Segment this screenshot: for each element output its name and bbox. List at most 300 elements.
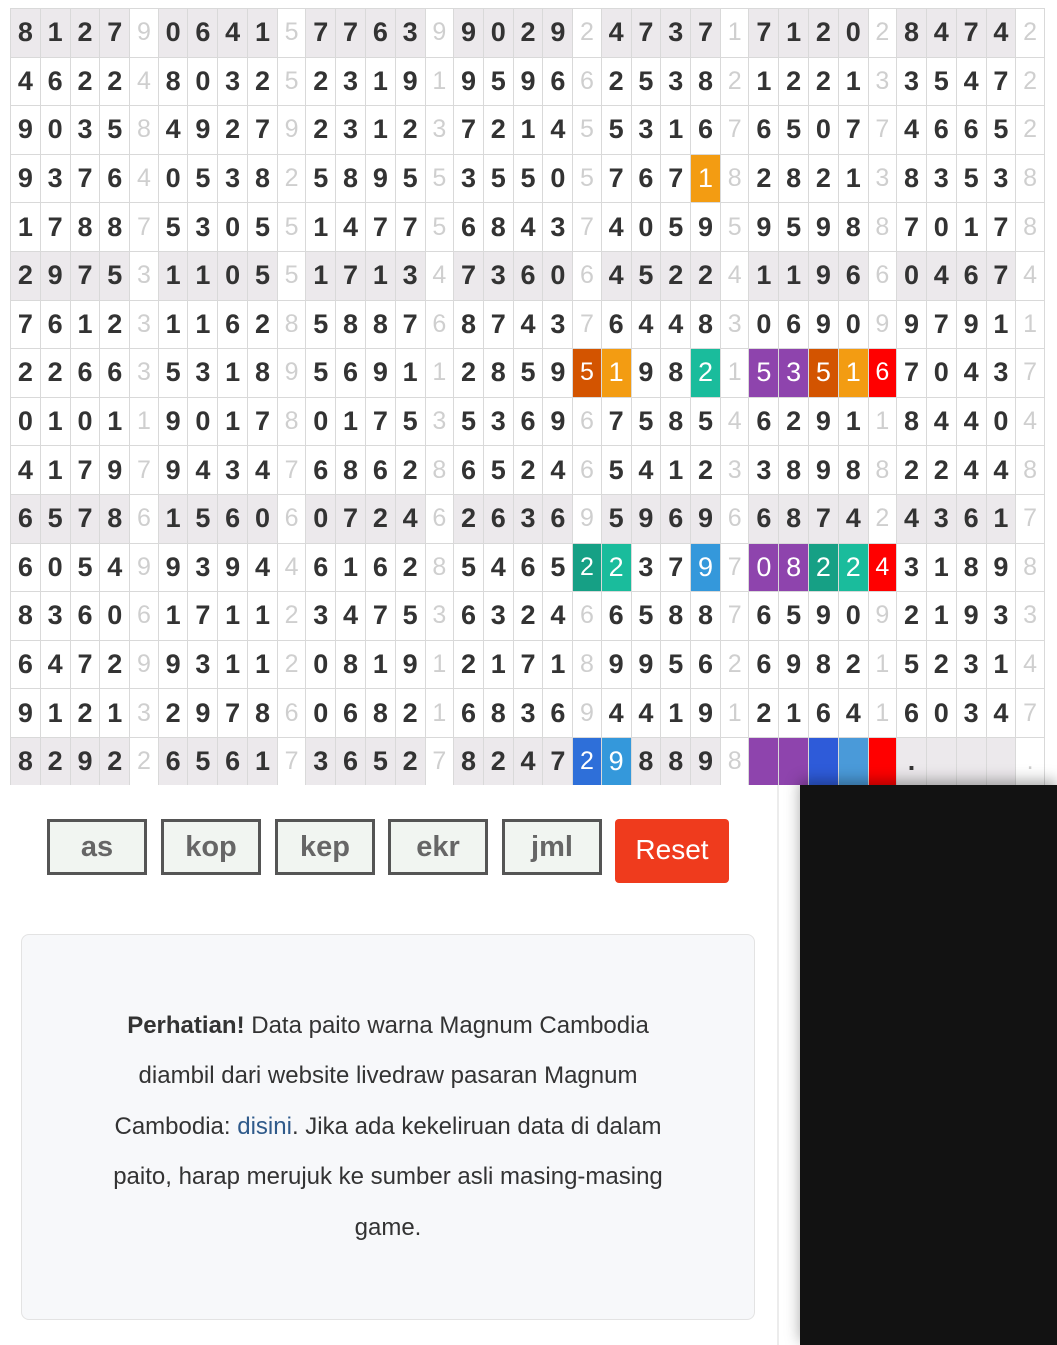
digit-cell[interactable]: 4: [513, 300, 543, 349]
digit-cell[interactable]: 8: [483, 203, 513, 252]
digit-cell[interactable]: .: [897, 737, 927, 785]
digit-cell[interactable]: 5: [483, 154, 513, 203]
digit-cell[interactable]: 8: [100, 203, 130, 252]
digit-cell[interactable]: 3: [483, 592, 513, 641]
digit-cell[interactable]: 8: [248, 689, 278, 738]
digit-cell[interactable]: 0: [188, 397, 218, 446]
digit-cell[interactable]: 5: [100, 106, 130, 155]
digit-cell[interactable]: 1: [986, 640, 1016, 689]
digit-cell[interactable]: 9: [897, 300, 927, 349]
digit-cell[interactable]: 6: [158, 737, 188, 785]
digit-cell[interactable]: 8: [779, 446, 809, 495]
digit-cell[interactable]: 7: [70, 494, 100, 543]
digit-cell[interactable]: 1: [365, 57, 395, 106]
digit-cell[interactable]: 5: [248, 203, 278, 252]
digit-cell[interactable]: 2: [661, 251, 691, 300]
digit-cell[interactable]: 7: [454, 106, 484, 155]
highlighted-digit-cell[interactable]: 5: [809, 349, 839, 398]
digit-cell[interactable]: 4: [188, 446, 218, 495]
digit-cell[interactable]: 3: [749, 446, 779, 495]
digit-cell[interactable]: 8: [483, 349, 513, 398]
digit-cell[interactable]: 8: [11, 9, 41, 58]
digit-cell[interactable]: 6: [749, 640, 779, 689]
digit-cell[interactable]: 6: [631, 154, 661, 203]
digit-cell[interactable]: 6: [11, 494, 41, 543]
digit-cell[interactable]: 6: [513, 397, 543, 446]
digit-cell[interactable]: 6: [809, 689, 839, 738]
digit-cell[interactable]: 9: [691, 689, 721, 738]
digit-cell[interactable]: 5: [631, 592, 661, 641]
digit-cell[interactable]: 6: [336, 349, 366, 398]
digit-cell[interactable]: 6: [543, 57, 573, 106]
digit-cell[interactable]: 8: [11, 737, 41, 785]
digit-cell[interactable]: 6: [70, 592, 100, 641]
digit-cell[interactable]: 0: [11, 397, 41, 446]
digit-cell[interactable]: 2: [158, 689, 188, 738]
digit-cell[interactable]: 2: [70, 57, 100, 106]
digit-cell[interactable]: 3: [543, 203, 573, 252]
digit-cell[interactable]: 8: [897, 9, 927, 58]
digit-cell[interactable]: 7: [336, 251, 366, 300]
digit-cell[interactable]: 7: [365, 592, 395, 641]
digit-cell[interactable]: 9: [809, 300, 839, 349]
digit-cell[interactable]: 2: [306, 106, 336, 155]
digit-cell[interactable]: 4: [926, 9, 956, 58]
digit-cell[interactable]: 6: [218, 300, 248, 349]
digit-cell[interactable]: 8: [365, 300, 395, 349]
digit-cell[interactable]: 6: [100, 154, 130, 203]
digit-cell[interactable]: 5: [601, 446, 631, 495]
digit-cell[interactable]: 3: [218, 154, 248, 203]
highlighted-digit-cell[interactable]: 8: [779, 543, 809, 592]
digit-cell[interactable]: 7: [100, 9, 130, 58]
digit-cell[interactable]: 2: [100, 300, 130, 349]
digit-cell[interactable]: 1: [513, 106, 543, 155]
digit-cell[interactable]: 2: [483, 106, 513, 155]
digit-cell[interactable]: 6: [838, 251, 868, 300]
digit-cell[interactable]: 1: [749, 251, 779, 300]
digit-cell[interactable]: 2: [395, 689, 425, 738]
digit-cell[interactable]: 2: [838, 640, 868, 689]
digit-cell[interactable]: 1: [40, 689, 70, 738]
digit-cell[interactable]: 6: [218, 494, 248, 543]
digit-cell[interactable]: 6: [926, 106, 956, 155]
digit-cell[interactable]: 1: [306, 251, 336, 300]
digit-cell[interactable]: 2: [11, 349, 41, 398]
digit-cell[interactable]: 2: [365, 494, 395, 543]
digit-cell[interactable]: 3: [543, 300, 573, 349]
digit-cell[interactable]: 7: [661, 154, 691, 203]
digit-cell[interactable]: 6: [336, 737, 366, 785]
digit-cell[interactable]: 9: [158, 543, 188, 592]
digit-cell[interactable]: 2: [40, 737, 70, 785]
digit-cell[interactable]: 0: [631, 203, 661, 252]
digit-cell[interactable]: 9: [543, 9, 573, 58]
digit-cell[interactable]: 3: [218, 446, 248, 495]
digit-cell[interactable]: 2: [809, 57, 839, 106]
highlighted-digit-cell[interactable]: [749, 737, 779, 785]
digit-cell[interactable]: 8: [661, 592, 691, 641]
digit-cell[interactable]: 3: [986, 592, 1016, 641]
digit-cell[interactable]: 1: [158, 300, 188, 349]
digit-cell[interactable]: 0: [809, 106, 839, 155]
digit-cell[interactable]: 6: [956, 106, 986, 155]
digit-cell[interactable]: 6: [336, 689, 366, 738]
digit-cell[interactable]: 6: [40, 300, 70, 349]
digit-cell[interactable]: 3: [956, 689, 986, 738]
digit-cell[interactable]: 2: [395, 543, 425, 592]
digit-cell[interactable]: 7: [248, 397, 278, 446]
digit-cell[interactable]: 4: [40, 640, 70, 689]
digit-cell[interactable]: 5: [158, 349, 188, 398]
digit-cell[interactable]: 7: [926, 300, 956, 349]
digit-cell[interactable]: 5: [306, 349, 336, 398]
digit-cell[interactable]: 4: [248, 446, 278, 495]
digit-cell[interactable]: 7: [336, 9, 366, 58]
digit-cell[interactable]: 3: [897, 57, 927, 106]
digit-cell[interactable]: 9: [631, 494, 661, 543]
digit-cell[interactable]: 0: [248, 494, 278, 543]
digit-cell[interactable]: 7: [897, 349, 927, 398]
digit-cell[interactable]: 4: [158, 106, 188, 155]
digit-cell[interactable]: 6: [956, 494, 986, 543]
digit-cell[interactable]: 6: [11, 640, 41, 689]
digit-cell[interactable]: 0: [40, 543, 70, 592]
digit-cell[interactable]: 8: [779, 154, 809, 203]
digit-cell[interactable]: 1: [365, 640, 395, 689]
digit-cell[interactable]: 4: [336, 592, 366, 641]
digit-cell[interactable]: 9: [218, 543, 248, 592]
digit-cell[interactable]: 0: [838, 9, 868, 58]
digit-cell[interactable]: 5: [956, 154, 986, 203]
digit-cell[interactable]: 1: [11, 203, 41, 252]
digit-cell[interactable]: 2: [691, 446, 721, 495]
digit-cell[interactable]: 2: [779, 397, 809, 446]
digit-cell[interactable]: 5: [897, 640, 927, 689]
digit-cell[interactable]: 6: [543, 689, 573, 738]
digit-cell[interactable]: [986, 737, 1016, 785]
digit-cell[interactable]: 1: [218, 397, 248, 446]
digit-cell[interactable]: 3: [661, 57, 691, 106]
digit-cell[interactable]: 5: [543, 543, 573, 592]
digit-cell[interactable]: 6: [365, 543, 395, 592]
digit-cell[interactable]: 1: [926, 592, 956, 641]
digit-cell[interactable]: 1: [661, 689, 691, 738]
digit-cell[interactable]: 1: [838, 57, 868, 106]
digit-cell[interactable]: 9: [809, 397, 839, 446]
digit-cell[interactable]: 6: [454, 203, 484, 252]
digit-cell[interactable]: 0: [986, 397, 1016, 446]
digit-cell[interactable]: 6: [601, 592, 631, 641]
digit-cell[interactable]: 8: [838, 203, 868, 252]
highlighted-digit-cell[interactable]: [779, 737, 809, 785]
digit-cell[interactable]: 3: [986, 154, 1016, 203]
digit-cell[interactable]: 4: [956, 349, 986, 398]
digit-cell[interactable]: 2: [809, 154, 839, 203]
digit-cell[interactable]: 9: [158, 397, 188, 446]
digit-cell[interactable]: 1: [218, 349, 248, 398]
digit-cell[interactable]: 6: [454, 689, 484, 738]
digit-cell[interactable]: 5: [691, 397, 721, 446]
digit-cell[interactable]: 1: [779, 251, 809, 300]
digit-cell[interactable]: 7: [395, 300, 425, 349]
digit-cell[interactable]: 2: [483, 737, 513, 785]
digit-cell[interactable]: 9: [395, 57, 425, 106]
digit-cell[interactable]: 0: [306, 689, 336, 738]
digit-cell[interactable]: 8: [336, 446, 366, 495]
digit-cell[interactable]: 7: [70, 154, 100, 203]
digit-cell[interactable]: 2: [70, 689, 100, 738]
digit-cell[interactable]: 0: [838, 592, 868, 641]
digit-cell[interactable]: 2: [70, 9, 100, 58]
digit-cell[interactable]: 9: [454, 57, 484, 106]
digit-cell[interactable]: 5: [40, 494, 70, 543]
digit-cell[interactable]: 2: [691, 251, 721, 300]
digit-cell[interactable]: 5: [779, 592, 809, 641]
digit-cell[interactable]: 4: [601, 251, 631, 300]
digit-cell[interactable]: 5: [631, 57, 661, 106]
digit-cell[interactable]: 3: [395, 9, 425, 58]
digit-cell[interactable]: 6: [749, 397, 779, 446]
digit-cell[interactable]: 2: [454, 349, 484, 398]
digit-cell[interactable]: 7: [306, 9, 336, 58]
digit-cell[interactable]: 6: [218, 737, 248, 785]
digit-cell[interactable]: 0: [40, 106, 70, 155]
highlighted-digit-cell[interactable]: 1: [601, 349, 631, 398]
digit-cell[interactable]: 7: [218, 689, 248, 738]
digit-cell[interactable]: 4: [395, 494, 425, 543]
digit-cell[interactable]: 6: [897, 689, 927, 738]
digit-cell[interactable]: 1: [779, 689, 809, 738]
digit-cell[interactable]: 4: [601, 203, 631, 252]
digit-cell[interactable]: 4: [543, 592, 573, 641]
digit-cell[interactable]: 4: [631, 300, 661, 349]
digit-cell[interactable]: 7: [483, 300, 513, 349]
digit-cell[interactable]: 1: [158, 592, 188, 641]
digit-cell[interactable]: 9: [158, 640, 188, 689]
digit-cell[interactable]: 7: [986, 203, 1016, 252]
digit-cell[interactable]: 5: [513, 349, 543, 398]
digit-cell[interactable]: 6: [306, 446, 336, 495]
digit-cell[interactable]: 9: [454, 9, 484, 58]
digit-cell[interactable]: 5: [395, 154, 425, 203]
digit-cell[interactable]: 7: [897, 203, 927, 252]
digit-cell[interactable]: 5: [248, 251, 278, 300]
digit-cell[interactable]: 1: [749, 57, 779, 106]
toggle-jml-button[interactable]: jml: [502, 819, 602, 875]
highlighted-digit-cell[interactable]: 2: [838, 543, 868, 592]
highlighted-digit-cell[interactable]: 5: [749, 349, 779, 398]
digit-cell[interactable]: 5: [631, 397, 661, 446]
digit-cell[interactable]: 9: [188, 689, 218, 738]
digit-cell[interactable]: 2: [809, 9, 839, 58]
digit-cell[interactable]: 2: [897, 446, 927, 495]
toggle-as-button[interactable]: as: [47, 819, 147, 875]
digit-cell[interactable]: 8: [248, 349, 278, 398]
digit-cell[interactable]: 7: [986, 57, 1016, 106]
digit-cell[interactable]: 6: [11, 543, 41, 592]
digit-cell[interactable]: 6: [956, 251, 986, 300]
digit-cell[interactable]: 0: [100, 592, 130, 641]
digit-cell[interactable]: 6: [188, 9, 218, 58]
digit-cell[interactable]: 8: [336, 640, 366, 689]
digit-cell[interactable]: 8: [897, 154, 927, 203]
digit-cell[interactable]: 1: [248, 592, 278, 641]
digit-cell[interactable]: [956, 737, 986, 785]
digit-cell[interactable]: 2: [454, 640, 484, 689]
digit-cell[interactable]: 3: [188, 203, 218, 252]
digit-cell[interactable]: 5: [306, 300, 336, 349]
digit-cell[interactable]: 3: [70, 106, 100, 155]
digit-cell[interactable]: 4: [11, 446, 41, 495]
digit-cell[interactable]: 3: [40, 592, 70, 641]
digit-cell[interactable]: 2: [248, 57, 278, 106]
digit-cell[interactable]: 8: [454, 300, 484, 349]
digit-cell[interactable]: 2: [601, 57, 631, 106]
digit-cell[interactable]: 4: [956, 57, 986, 106]
digit-cell[interactable]: 3: [926, 154, 956, 203]
digit-cell[interactable]: 3: [454, 154, 484, 203]
digit-cell[interactable]: 1: [365, 251, 395, 300]
digit-cell[interactable]: 7: [365, 203, 395, 252]
digit-cell[interactable]: 6: [749, 106, 779, 155]
digit-cell[interactable]: 8: [483, 689, 513, 738]
digit-cell[interactable]: 0: [306, 494, 336, 543]
digit-cell[interactable]: 7: [543, 737, 573, 785]
highlighted-digit-cell[interactable]: [809, 737, 839, 785]
digit-cell[interactable]: 1: [158, 494, 188, 543]
digit-cell[interactable]: 4: [986, 9, 1016, 58]
digit-cell[interactable]: 9: [70, 737, 100, 785]
digit-cell[interactable]: 8: [661, 349, 691, 398]
digit-cell[interactable]: 4: [897, 106, 927, 155]
digit-cell[interactable]: 9: [365, 154, 395, 203]
digit-cell[interactable]: 4: [926, 397, 956, 446]
digit-cell[interactable]: 1: [218, 592, 248, 641]
digit-cell[interactable]: 9: [11, 689, 41, 738]
digit-cell[interactable]: 8: [691, 592, 721, 641]
digit-cell[interactable]: 9: [395, 640, 425, 689]
digit-cell[interactable]: 2: [218, 106, 248, 155]
digit-cell[interactable]: 0: [188, 57, 218, 106]
digit-cell[interactable]: 3: [336, 106, 366, 155]
digit-cell[interactable]: 6: [40, 57, 70, 106]
highlighted-digit-cell[interactable]: 2: [691, 349, 721, 398]
digit-cell[interactable]: 5: [188, 737, 218, 785]
digit-cell[interactable]: 4: [248, 543, 278, 592]
digit-cell[interactable]: 0: [926, 349, 956, 398]
digit-cell[interactable]: 5: [986, 106, 1016, 155]
digit-cell[interactable]: 5: [483, 57, 513, 106]
digit-cell[interactable]: 3: [631, 543, 661, 592]
digit-cell[interactable]: 9: [543, 397, 573, 446]
digit-cell[interactable]: 7: [749, 9, 779, 58]
digit-cell[interactable]: 8: [365, 689, 395, 738]
digit-cell[interactable]: 2: [513, 592, 543, 641]
digit-cell[interactable]: 6: [513, 543, 543, 592]
digit-cell[interactable]: [926, 737, 956, 785]
digit-cell[interactable]: 7: [631, 9, 661, 58]
digit-cell[interactable]: 2: [100, 737, 130, 785]
digit-cell[interactable]: 5: [188, 494, 218, 543]
digit-cell[interactable]: 8: [809, 640, 839, 689]
digit-cell[interactable]: 4: [513, 737, 543, 785]
digit-cell[interactable]: 3: [926, 494, 956, 543]
highlighted-digit-cell[interactable]: 2: [601, 543, 631, 592]
digit-cell[interactable]: 0: [897, 251, 927, 300]
digit-cell[interactable]: 1: [926, 543, 956, 592]
digit-cell[interactable]: 4: [631, 446, 661, 495]
reset-button[interactable]: Reset: [615, 819, 729, 883]
digit-cell[interactable]: 0: [483, 9, 513, 58]
digit-cell[interactable]: 5: [454, 543, 484, 592]
digit-cell[interactable]: 2: [897, 592, 927, 641]
digit-cell[interactable]: 7: [986, 251, 1016, 300]
digit-cell[interactable]: 4: [838, 689, 868, 738]
digit-cell[interactable]: 6: [749, 592, 779, 641]
digit-cell[interactable]: 9: [779, 640, 809, 689]
digit-cell[interactable]: 5: [395, 592, 425, 641]
digit-cell[interactable]: 3: [631, 106, 661, 155]
digit-cell[interactable]: 8: [11, 592, 41, 641]
highlighted-digit-cell[interactable]: 1: [838, 349, 868, 398]
digit-cell[interactable]: 6: [365, 446, 395, 495]
highlighted-digit-cell[interactable]: [838, 737, 868, 785]
digit-cell[interactable]: 5: [779, 106, 809, 155]
source-link[interactable]: disini: [237, 1112, 292, 1140]
digit-cell[interactable]: 4: [100, 543, 130, 592]
digit-cell[interactable]: 7: [11, 300, 41, 349]
digit-cell[interactable]: 3: [188, 349, 218, 398]
digit-cell[interactable]: 7: [601, 397, 631, 446]
digit-cell[interactable]: 9: [809, 446, 839, 495]
digit-cell[interactable]: 4: [543, 446, 573, 495]
digit-cell[interactable]: 9: [691, 737, 721, 785]
digit-cell[interactable]: 9: [601, 640, 631, 689]
digit-cell[interactable]: 6: [691, 106, 721, 155]
digit-cell[interactable]: 3: [40, 154, 70, 203]
digit-cell[interactable]: 2: [100, 57, 130, 106]
digit-cell[interactable]: 5: [158, 203, 188, 252]
digit-cell[interactable]: 3: [395, 251, 425, 300]
digit-cell[interactable]: 5: [601, 106, 631, 155]
digit-cell[interactable]: 7: [248, 106, 278, 155]
digit-cell[interactable]: 6: [70, 349, 100, 398]
digit-cell[interactable]: 2: [749, 689, 779, 738]
digit-cell[interactable]: 7: [40, 203, 70, 252]
digit-cell[interactable]: 7: [70, 446, 100, 495]
digit-cell[interactable]: 9: [809, 203, 839, 252]
digit-cell[interactable]: 1: [248, 737, 278, 785]
digit-cell[interactable]: 1: [40, 446, 70, 495]
digit-cell[interactable]: 5: [779, 203, 809, 252]
digit-cell[interactable]: 3: [513, 494, 543, 543]
highlighted-digit-cell[interactable]: 3: [779, 349, 809, 398]
digit-cell[interactable]: 3: [483, 397, 513, 446]
digit-cell[interactable]: 2: [926, 640, 956, 689]
digit-cell[interactable]: 5: [513, 154, 543, 203]
digit-cell[interactable]: 1: [336, 397, 366, 446]
digit-cell[interactable]: 8: [956, 543, 986, 592]
digit-cell[interactable]: 1: [661, 106, 691, 155]
digit-cell[interactable]: 3: [306, 737, 336, 785]
digit-cell[interactable]: 2: [779, 57, 809, 106]
digit-cell[interactable]: 0: [926, 203, 956, 252]
digit-cell[interactable]: 6: [691, 640, 721, 689]
digit-cell[interactable]: 4: [986, 689, 1016, 738]
digit-cell[interactable]: 9: [749, 203, 779, 252]
digit-cell[interactable]: 0: [218, 203, 248, 252]
